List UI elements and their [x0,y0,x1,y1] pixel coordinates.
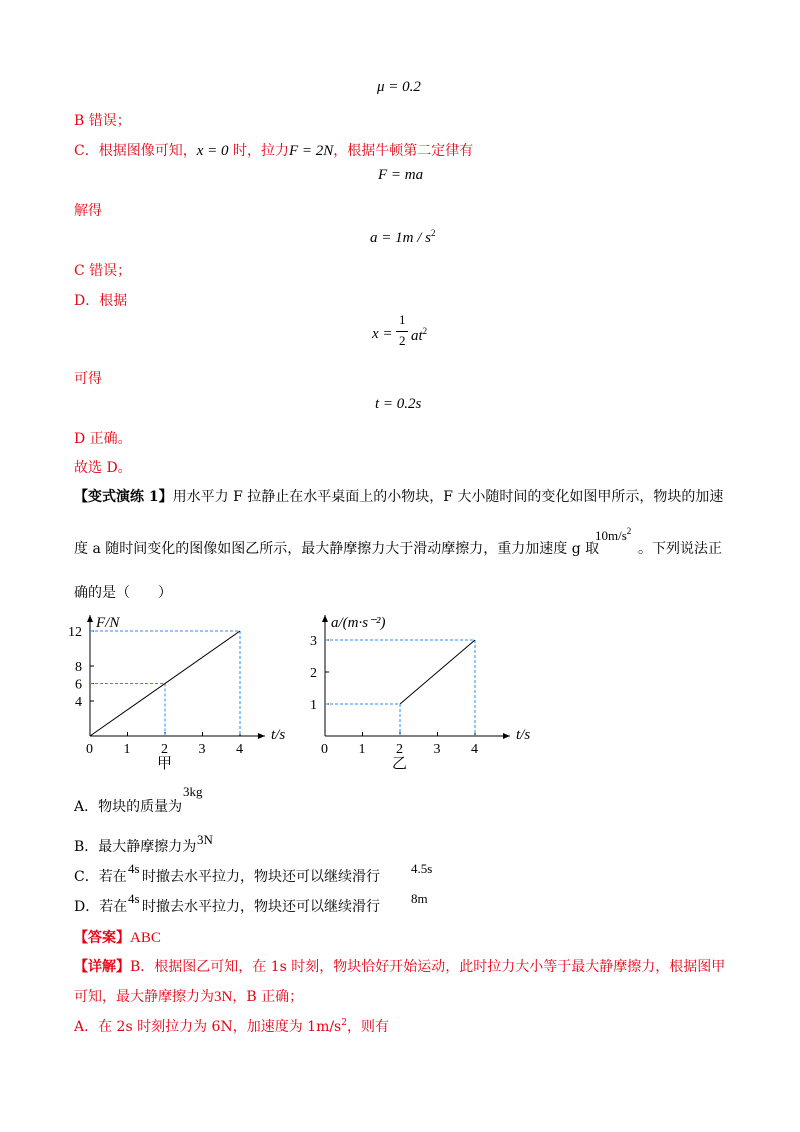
option-a: A．物块的质量为 [74,799,183,815]
x-axis-arrow [503,733,510,739]
b-wrong-line: B 错误； [74,113,131,129]
x-tick-label: 0 [86,742,93,757]
problem-line-2: 度 a 随时间变化的图像如图乙所示，最大静摩擦力大于滑动摩擦力，重力加速度 g 取 [74,541,600,557]
x-tick-label: 0 [321,742,328,757]
option-c-text: 时撤去水平拉力，物块还可以继续滑行 [142,869,380,885]
option-d: D．若在 [74,899,128,915]
x-tick-label: 3 [198,742,206,757]
option-b-value: 3N [197,832,213,847]
option-c-time: 4s [128,861,140,876]
x-tick-label: 2 [161,742,168,757]
series-line [400,640,475,704]
problem-tag: 【变式演练 1】 [74,489,173,505]
chart-yi [300,605,540,775]
equation-t: t = 0.2s [375,396,422,412]
equation-mu: μ = 0.2 [377,79,421,95]
x-axis-arrow [258,733,265,739]
problem-line-3: 确的是（ ） [74,585,172,601]
y-axis-arrow [87,615,93,622]
choose-d-line: 故选 D。 [74,460,132,476]
x-tick-label: 1 [123,742,131,757]
x-tick-label: 2 [396,742,403,757]
ke-de-label: 可得 [74,371,102,387]
d-basis-line: D．根据 [74,293,128,309]
option-d-value: 8m [411,891,428,906]
option-b: B．最大静摩擦力为 [74,839,197,855]
x-axis-label: t/s [271,727,286,743]
option-c: C．若在 [74,869,127,885]
option-c-value: 4.5s [411,861,433,876]
chart-caption: 乙 [392,756,408,772]
x-tick-label: 1 [358,742,366,757]
y-tick-label: 2 [310,666,317,681]
chart-caption: 甲 [157,756,173,772]
equation-x-denominator: 2 [399,333,406,348]
c-analysis-line: C．根据图像可知，x = 0 时，拉力F = 2N，根据牛顿第二定律有 [74,143,474,159]
y-tick-label: 3 [310,634,317,649]
y-tick-label: 6 [75,677,82,693]
problem-line-1: 【变式演练 1】用水平力 F 拉静止在水平桌面上的小物块，F 大小随时间的变化如图甲所示，物块的加速 [74,489,724,505]
equation-x-rhs: at [411,328,423,344]
problem-line-2-end: 。下列说法正 [638,541,722,557]
explanation-line-3: A．在 2s 时刻拉力为 6N，加速度为 $1m/s^2$，则有 [74,1018,389,1035]
y-tick-label: 1 [310,698,317,713]
y-axis-label: F/N [96,615,120,631]
option-d-time: 4s [128,891,140,906]
x-tick-label: 4 [236,742,243,757]
d-right-line: D 正确。 [74,431,132,447]
x-axis-label: t/s [516,727,531,743]
c-wrong-line: C 错误； [74,263,132,279]
y-axis-label: a/(m·s⁻²) [331,615,386,631]
option-a-value: 3kg [183,784,203,799]
y-tick-label: 12 [68,625,82,640]
x-tick-label: 3 [433,742,441,757]
equation-fma: F = ma [378,167,424,183]
fraction-bar [396,331,408,332]
explanation-line-2: 可知，最大静摩擦力为3N，B 正确； [74,989,304,1005]
equation-x-numerator: 1 [399,312,406,327]
explanation-line-1: 【详解】B．根据图乙可知，在 1s 时刻，物块恰好开始运动，此时拉力大小等于最大静摩擦力，根据图甲 [74,959,726,975]
x-tick-label: 4 [471,742,478,757]
equation-x-exponent: 2 [422,326,428,336]
y-tick-label: 8 [75,660,82,675]
y-tick-label: 4 [75,695,82,710]
g-value: $10m/s^2$ [595,526,632,543]
jie-de-label: 解得 [74,203,102,219]
option-d-text: 时撤去水平拉力，物块还可以继续滑行 [142,899,380,915]
chart-jia [60,605,290,775]
y-axis-arrow [322,615,328,622]
equation-a: $a = 1m / s^2$ [370,228,436,246]
equation-x-lhs: x = [372,326,393,342]
answer-line: 【答案】ABC [74,930,161,946]
